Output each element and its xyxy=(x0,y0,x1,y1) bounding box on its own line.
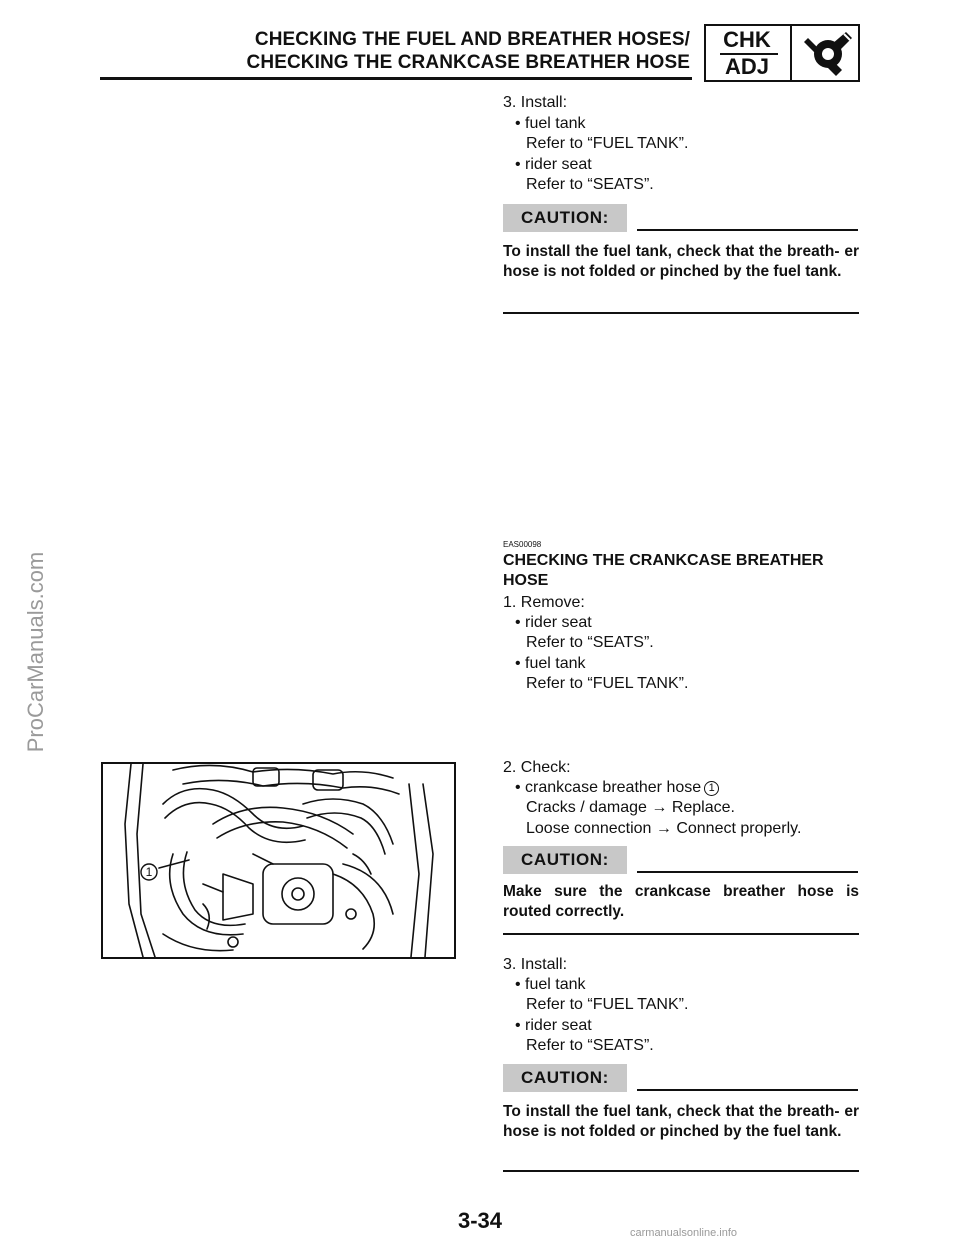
caution-rule-2 xyxy=(637,871,858,873)
s2-step3-rider-seat-ref: Refer to “SEATS”. xyxy=(526,1037,654,1054)
caution-header-3 xyxy=(503,1064,858,1092)
page-number: 3-34 xyxy=(457,1208,503,1233)
caution-rule-1 xyxy=(637,229,858,231)
s2-step2-line2: Loose connection → Connect properly. xyxy=(526,820,802,837)
s1-item-fuel-tank-ref: Refer to “FUEL TANK”. xyxy=(526,135,689,152)
engine-line-drawing xyxy=(103,764,454,957)
figure-callout-1: 1 xyxy=(145,865,153,879)
section-code: EAS00098 xyxy=(503,540,542,549)
caution-header-2 xyxy=(503,846,858,874)
caution-end-rule-1 xyxy=(503,312,859,314)
s2-step2-line1: Cracks / damage → Replace. xyxy=(526,799,735,816)
s1-item-rider-seat: • rider seat xyxy=(515,156,592,173)
caution-label-2: CAUTION: xyxy=(503,846,627,874)
caution-label-1: CAUTION: xyxy=(503,204,627,232)
s2-step1-fuel-tank: • fuel tank xyxy=(515,655,586,672)
s2-step1-label: 1. Remove: xyxy=(503,594,585,611)
s2-step3-fuel-tank-ref: Refer to “FUEL TANK”. xyxy=(526,996,689,1013)
caution-text-1: To install the fuel tank, check that the breath- er hose is not folded or pinched by the fuel tank. xyxy=(503,243,859,280)
header-title-line2: CHECKING THE CRANKCASE BREATHER HOSE xyxy=(246,52,690,73)
section-badge xyxy=(704,24,860,82)
s2-step1-rider-seat: • rider seat xyxy=(515,614,592,631)
s2-step2-item-text: • crankcase breather hose xyxy=(515,779,702,796)
side-watermark xyxy=(16,512,56,792)
badge-chk: CHK xyxy=(723,27,771,52)
s1-item-rider-seat-ref: Refer to “SEATS”. xyxy=(526,176,654,193)
section-title: CHECKING THE CRANKCASE BREATHER HOSE xyxy=(503,552,824,589)
caution-text-3: To install the fuel tank, check that the breath- er hose is not folded or pinched by the fuel tank. xyxy=(503,1103,859,1140)
callout-1-text: 1 xyxy=(704,781,719,796)
s1-item-fuel-tank: • fuel tank xyxy=(515,115,586,132)
badge-adj: ADJ xyxy=(724,54,769,79)
s2-step1-fuel-tank-ref: Refer to “FUEL TANK”. xyxy=(526,675,689,692)
s2-step1-rider-seat-ref: Refer to “SEATS”. xyxy=(526,634,654,651)
s2-step2-label: 2. Check: xyxy=(503,759,571,776)
caution-end-rule-2 xyxy=(503,933,859,935)
badge-separator xyxy=(790,26,792,80)
caution-label-3: CAUTION: xyxy=(503,1064,627,1092)
s2-step3-rider-seat: • rider seat xyxy=(515,1017,592,1034)
s1-step3-label: 3. Install: xyxy=(503,94,568,111)
footer-watermark: carmanualsonline.info xyxy=(630,1227,738,1239)
s2-step3-fuel-tank: • fuel tank xyxy=(515,976,586,993)
engine-illustration xyxy=(101,762,456,959)
caution-rule-3 xyxy=(637,1089,858,1091)
side-watermark-text: ProCarManuals.com xyxy=(23,551,48,753)
caution-header-1 xyxy=(503,204,858,232)
s2-step2-item xyxy=(515,778,719,798)
wrench-icon xyxy=(802,30,854,78)
header-title-line1: CHECKING THE FUEL AND BREATHER HOSES/ xyxy=(254,29,690,50)
header-rule xyxy=(100,77,692,80)
s2-step3-label: 3. Install: xyxy=(503,956,568,973)
caution-text-2: Make sure the crankcase breather hose is routed correctly. xyxy=(503,883,859,920)
caution-end-rule-3 xyxy=(503,1170,859,1172)
